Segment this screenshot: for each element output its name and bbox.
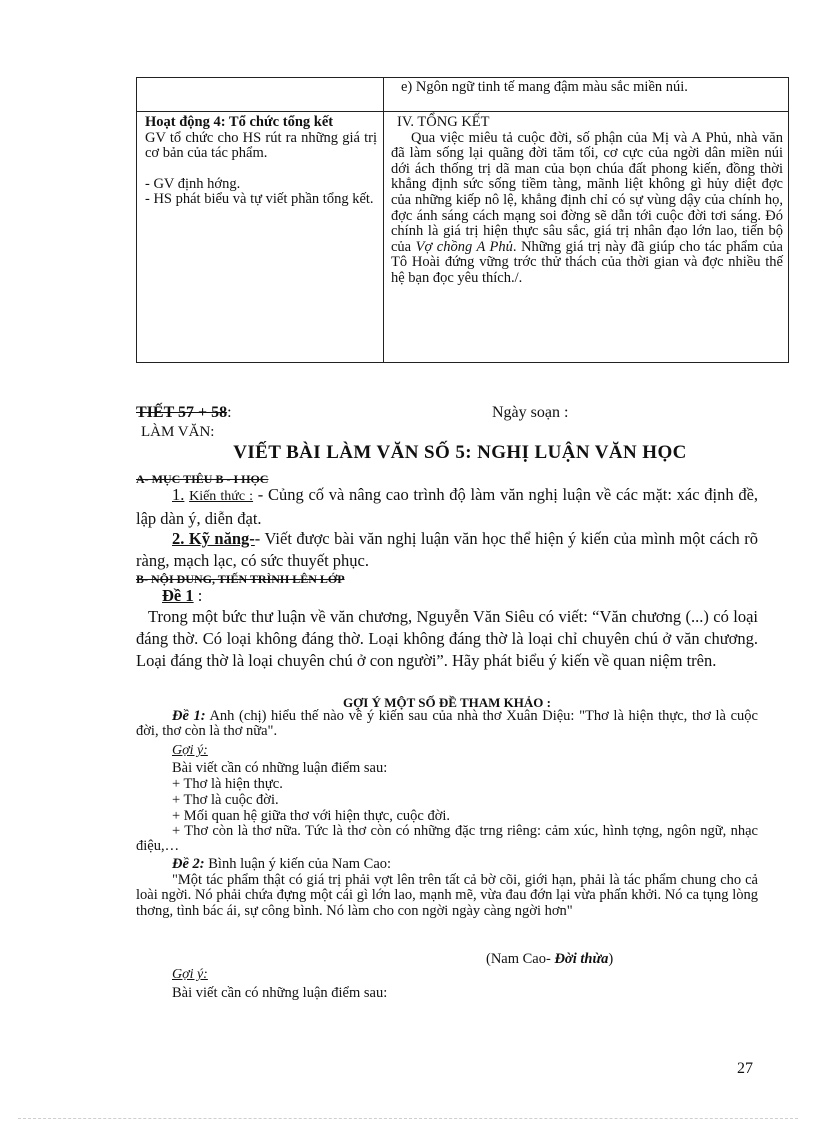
summary-body <box>391 131 783 287</box>
activity-step: - GV định hớng. <box>145 175 241 192</box>
knowledge-objective <box>136 484 758 530</box>
topic-2-intro: Bài viết cần có những luận điểm sau: <box>172 985 388 1001</box>
period-colon: : <box>227 404 232 421</box>
summary-work-title: Vợ chồng A Phủ <box>415 238 513 255</box>
page-number: 27 <box>737 1060 753 1077</box>
topic-1-point: + Thơ là cuộc đời. <box>172 792 279 808</box>
topic-2-label: Đề 2: <box>172 856 205 872</box>
topic-1-label: Đề 1: <box>172 708 206 724</box>
table-cell-summary <box>391 115 783 287</box>
subject-label: LÀM VĂN: <box>141 424 215 440</box>
section-a-heading: A- MỤC TIÊU B - I HỌC <box>136 472 269 486</box>
topic-2-hint-label: Gợi ý: <box>172 967 208 982</box>
section-b-heading: B- NỘI DUNG, TIẾN TRÌNH LÊN LỚP <box>136 572 345 586</box>
topic-1-text: Anh (chị) hiểu thế nào về ý kiến sau của nhà thơ Xuân Diệu: "Thơ là hiện thực, thơ là cuộc đời, thơ còn là thơ nữa". <box>136 708 758 740</box>
skill-text: - Viết được bài văn nghị luận văn học thể hiện ý kiến của mình một cách rõ ràng, mạch lạc, có sức thuyết phục. <box>136 529 758 570</box>
summary-text-b: . Những giá trị này đã giúp cho tác phẩm của Tô Hoài đứng vững trớc thử thách của thời gian và đợc nhiều thế hệ bạn đọc yêu thích./. <box>391 238 783 286</box>
topic-1-hint-label: Gợi ý: <box>172 743 208 758</box>
topic-1-point: + Mối quan hệ giữa thơ với hiện thực, cuộc đời. <box>172 808 451 824</box>
page-bottom-rule <box>18 1118 798 1119</box>
topic-1-point: + Thơ còn là thơ nữa. Tức là thơ còn có những đặc trng riêng: cảm xúc, hình tợng, ngôn ngữ, nhạc điệu,… <box>136 823 758 855</box>
table-column-divider <box>383 78 384 362</box>
de1-header <box>162 586 202 606</box>
activity-step: - HS phát biểu và tự viết phần tổng kết. <box>145 191 374 208</box>
topic-2-quote: "Một tác phẩm thật có giá trị phải vợt lên trên tất cả bờ cõi, giới hạn, phải là tác phẩm chung cho cả loài ngời. Nó phải chứa đựng một cái gì lớn lao, mạnh mẽ, vừa đau đớn lại vừa phấn khởi. Nó ca tụng lòng thơng, tình bác ái, sự công bình. Nó làm cho con ngời ngày càng ngời hơn" <box>136 872 758 919</box>
de1-label: Đề 1 <box>162 586 194 605</box>
activity-paragraph: GV tổ chức cho HS rút ra những giá trị cơ bản của tác phẩm. <box>145 129 377 162</box>
page-title: VIẾT BÀI LÀM VĂN SỐ 5: NGHỊ LUẬN VĂN HỌC <box>233 442 687 463</box>
prep-date: Ngày soạn : <box>492 404 569 421</box>
de1-colon: : <box>197 586 203 605</box>
table-row-divider <box>137 111 788 112</box>
source-suffix: ) <box>608 951 614 967</box>
lesson-period <box>136 404 232 422</box>
skill-objective <box>136 528 758 572</box>
topic-2 <box>136 857 758 872</box>
reference-heading: GỢI Ý MỘT SỐ ĐỀ THAM KHẢO : <box>343 695 551 710</box>
source-prefix: (Nam Cao- <box>486 951 555 967</box>
period-label: TIẾT 57 + 58 <box>136 404 228 421</box>
activity-heading: Hoạt động 4: Tổ chức tổng kết <box>145 114 334 130</box>
table-cell-activity <box>145 115 377 208</box>
topic-2-source <box>486 951 613 968</box>
skill-label: 2. Kỹ năng- <box>172 529 255 548</box>
summary-text-a: Qua việc miêu tả cuộc đời, số phận của Mị và A Phủ, nhà văn đã làm sống lại quãng đời tăm tối, cơ cực của ngời dân miền núi dới ách thống trị dã man của bọn chúa đất phong kiến, đồng thời khẳng định sức sống tiềm tàng, mãnh liệt không gì hủy diệt đợc của những kiếp nô lệ, khẳng định chỉ có sự vùng dậy của chính họ, đợc ánh sáng cách mạng soi đờng sẽ dẫn tới cuộc đời tơi sáng. Đó chính là giá trị hiện thực sâu sắc, giá trị nhân đạo lớn lao, tiến bộ của <box>391 129 783 255</box>
knowledge-num: 1. <box>172 485 185 504</box>
lesson-table <box>136 77 789 363</box>
summary-heading: IV. TỔNG KẾT <box>397 114 490 130</box>
source-work: Đời thừa <box>554 951 609 967</box>
de1-prompt: Trong một bức thư luận về văn chương, Nguyễn Văn Siêu có viết: “Văn chương (...) có loại đáng thờ. Có loại không đáng thờ. Loại không đáng thờ là loại chỉ chuyên chú ở văn chương. Loại đáng thờ là loại chuyên chú ở con người”. Hãy phát biểu ý kiến về quan niệm trên. <box>136 607 758 670</box>
knowledge-label: Kiến thức : <box>189 489 254 504</box>
topic-1 <box>136 709 758 740</box>
topic-1-intro: Bài viết cần có những luận điểm sau: <box>172 760 388 776</box>
topic-1-point: + Thơ là hiện thực. <box>172 776 283 792</box>
knowledge-text: - Củng cố và nâng cao trình độ làm văn nghị luận về các mặt: xác định đề, lập dàn ý, diễn đạt. <box>136 485 759 528</box>
table-cell-row1-right: e) Ngôn ngữ tinh tế mang đậm màu sắc miền núi. <box>401 79 688 95</box>
topic-2-text: Bình luận ý kiến của Nam Cao: <box>204 856 392 872</box>
